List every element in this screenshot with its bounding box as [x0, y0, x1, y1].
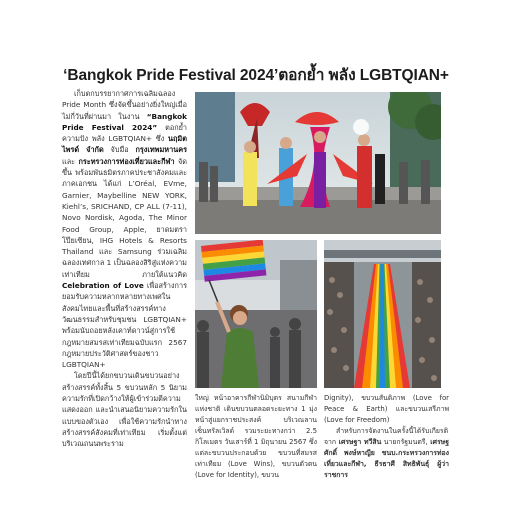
intro-text-f: เพื่อสร้างการยอมรับความหลากหลายทางเพศในสังคมไทยและพื้นที่สร้างสรรค์ทางวัฒนธรรมสำหรับชุมชน LGBTQIAN+ พร้อมนับถอยหลังเคาท์ดาวน์สู่การใช้กฎหมายสมรสเท่าเทียมฉบับแรก 2567 กฎหมายประวัติศาสตร์ของชาว LGBTQIAN+ — [62, 281, 187, 370]
article-paragraph-guests — [324, 426, 449, 481]
guests-text-b: นายกรัฐมนตรี, — [381, 438, 431, 446]
photo-parade-dancers — [195, 92, 441, 234]
article-headline: ‘Bangkok Pride Festival 2024’ตอกย้ำ พลัง LGBTQIAN+ — [63, 67, 449, 84]
giant-rainbow-flag-image — [324, 240, 441, 388]
photo-rainbow-flag-woman — [195, 240, 317, 388]
intro-text-c: จับมือ — [103, 145, 136, 155]
intro-text-a: เก็บตกบรรยากาศการเฉลิมฉลอง Pride Month ซึ่งจัดขึ้นอย่างยิ่งใหญ่เมื่อไม่กี่วันที่ผ่านมา ในงาน — [62, 89, 187, 121]
partner-bangkok: กรุงเทพมหานคร — [135, 145, 187, 155]
event-theme: Celebration of Love — [62, 281, 144, 291]
article-right-column — [324, 393, 449, 481]
article-left-column — [62, 88, 187, 450]
article-paragraph-intro — [62, 88, 187, 370]
guest-prime-minister: เศรษฐา ทวีสิน — [338, 438, 382, 446]
intro-text-d: และ — [62, 156, 79, 166]
partner-ministry: กระทรวงการท่องเที่ยวและกีฬา — [78, 156, 175, 166]
intro-text-e: จัดขึ้น พร้อมพันธมิตรภาคประชาสังคมและภาคเอกชน ได้แก่ L’Oréal, EVme, Garnier, Maybelline NEW YORK, Kiehl’s, SRICHAND, CP ALL (7-11), Novo Nordisk, Agoda, The Minor Food Group, Apple, ยาดมตราโป๊ยเซียน, IHG Hotels & Resorts Thailand และ Samsung ร่วมเฉลิมฉลองเทศกาล 1 เป็นฉลองสิริสู่แห่งความเท่าเทียม ภายใต้แนวคิด — [62, 156, 187, 279]
organizer-name: นฤมิตไพรด์ จำกัด — [62, 134, 187, 155]
article-middle-column: ใหญ่ หน้าอาคารกีฬานิมิบุตร สนามกีฬาแห่งชาติ เดินขบวนตลอดระยะทาง 1 มุ่งหน้าสู่แยกราชประสงค์ บริเวณลานเซ็นทรัลเวิลด์ รวมระยะทางกว่า 2.5 กิโลเมตร วันเสาร์ที่ 1 มิถุนายน 2567 ซึ่งแต่ละขบวนประกอบด้วย ขบวนที่สมรสเท่าเทียม (Love Wins), ขบวนตัวตน (Love for Identity), ขบวน — [195, 394, 317, 479]
guests-text-a: สำหรับการจัดงานในครั้งนี้ได้รับเกียรติจาก — [324, 427, 449, 446]
photo-giant-rainbow-flag — [324, 240, 441, 388]
event-name: “Bangkok Pride Festival 2024” — [62, 111, 187, 132]
intro-text-b: ตอกย้ำความปัง พลัง LGBTQIAN+ ซึ่ง — [62, 122, 187, 144]
article-paragraph-parade: โดยปีนี้ได้ยกขบวนเดินขบวนอย่างสร้างสรรค์ทั้งสิ้น 5 ขบวนหลัก 5 นิยามความรักที่เปิดกว้างให้ผู้เข้าร่วมตีความ แสดงออก และนำเสนอนิยามความรักในแบบของตัวเอง เพื่อใช้ความรักนำทางสร้างสรรค์สังคมที่เท่าเทียม เริ่มตั้งแต่บริเวณถนนพระราม — [62, 371, 187, 449]
rainbow-flag-woman-image — [195, 240, 317, 388]
parade-dancers-image — [195, 92, 441, 234]
article-paragraph-parade-list: Dignity), ขบวนสันติภาพ (Love for Peace & Earth) และขบวนเสรีภาพ (Love for Freedom) — [324, 394, 449, 424]
guest-officials: เศรษฐศักดิ์ พงษ์หาญีย ชนบ.กระทรวงการท่องเที่ยวและกีฬา, ธีรธาศี สิทธิพันธุ์ ผู้ว่าราชการ — [324, 438, 449, 479]
